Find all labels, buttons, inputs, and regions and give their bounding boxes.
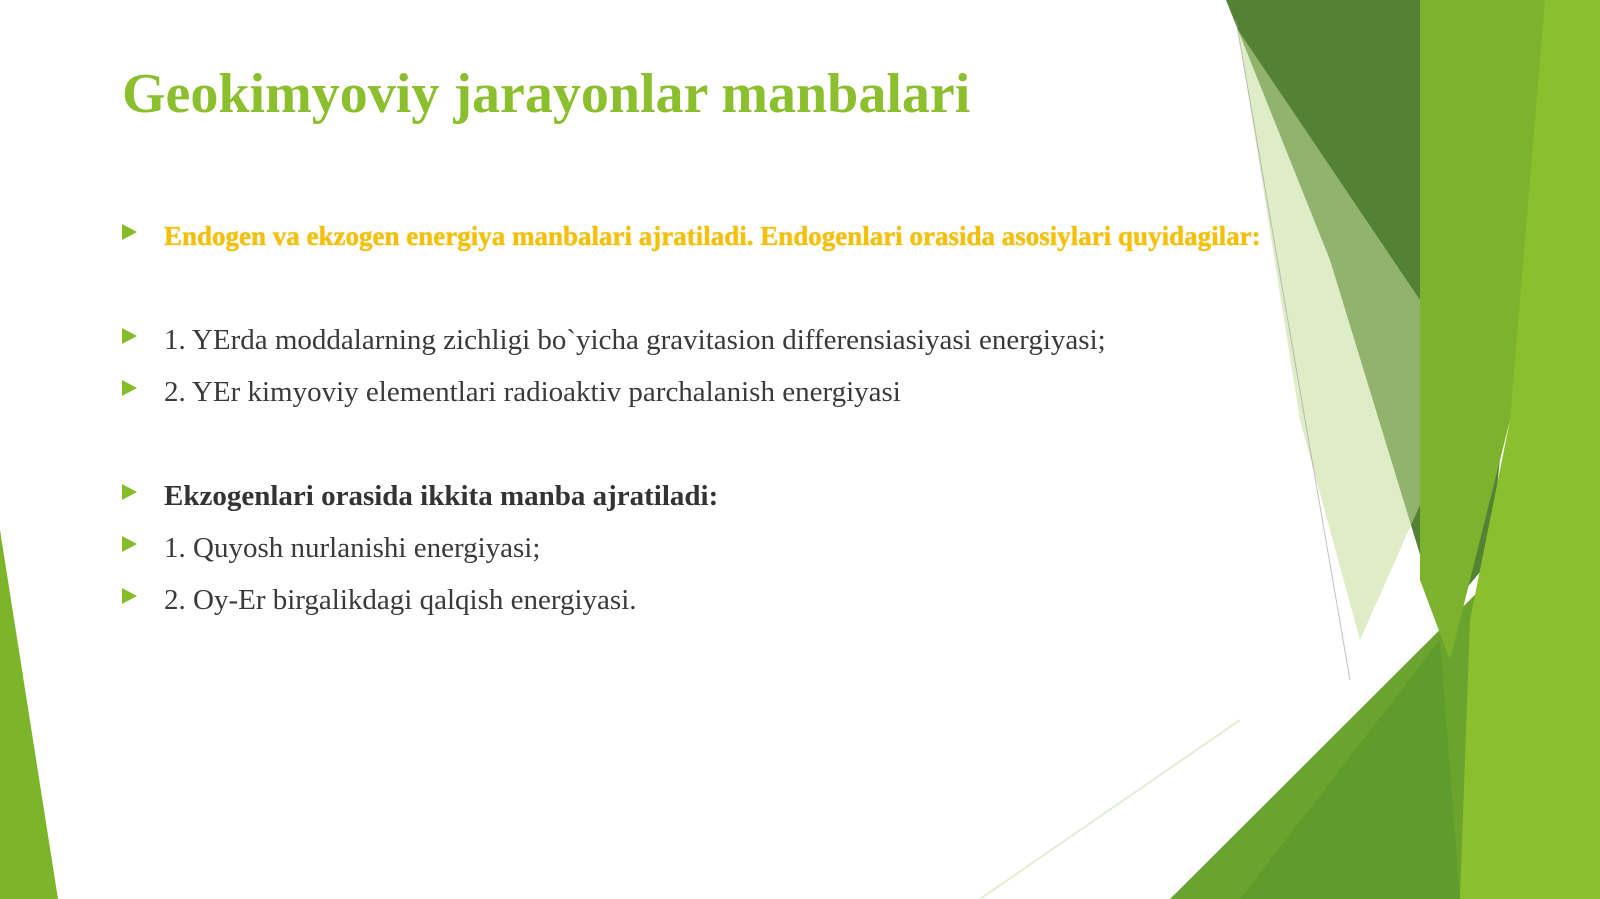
triangle-bullet-icon bbox=[122, 224, 137, 240]
left-edge-facet bbox=[0, 530, 58, 899]
bullet-text: 1. YErda moddalarning zichligi bo`yicha gravitasion differensiasiyasi energiyasi; bbox=[164, 323, 1106, 356]
bullet-item bbox=[122, 476, 718, 516]
bullet-text: 1. Quyosh nurlanishi energiyasi; bbox=[164, 531, 541, 564]
slide-title: Geokimyoviy jarayonlar manbalari bbox=[122, 63, 971, 125]
triangle-bullet-icon bbox=[122, 380, 137, 396]
triangle-bullet-icon bbox=[122, 484, 137, 500]
bullet-item bbox=[122, 216, 1261, 256]
triangle-bullet-icon bbox=[122, 588, 137, 604]
bullet-item bbox=[122, 580, 637, 620]
bullet-text: Endogen va ekzogen energiya manbalari ajratiladi. Endogenlari orasida asosiylari quyidagilar: bbox=[164, 220, 1261, 251]
bullet-item bbox=[122, 528, 540, 568]
bullet-text: 2. Oy-Er birgalikdagi qalqish energiyasi. bbox=[164, 583, 637, 616]
bullet-text: Ekzogenlari orasida ikkita manba ajratiladi: bbox=[164, 479, 719, 512]
bullet-item bbox=[122, 372, 901, 412]
triangle-bullet-icon bbox=[122, 536, 137, 552]
bullet-item bbox=[122, 320, 1106, 360]
bullet-text: 2. YEr kimyoviy elementlari radioaktiv parchalanish energiyasi bbox=[164, 375, 901, 408]
triangle-bullet-icon bbox=[122, 328, 137, 344]
